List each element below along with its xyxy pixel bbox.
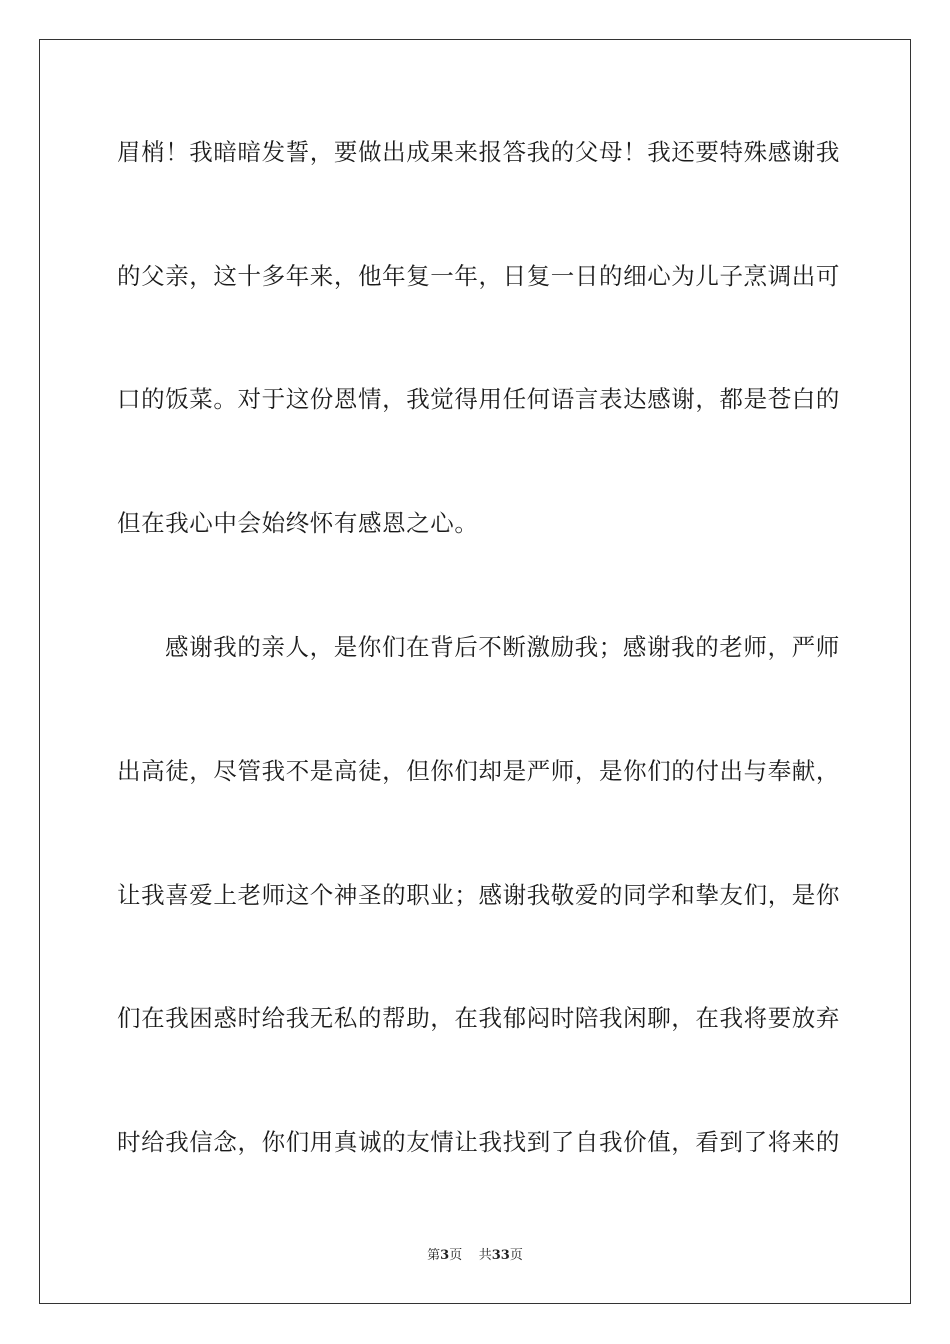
footer-page-prefix: 第: [427, 1248, 441, 1263]
footer-total-pages: 33: [491, 1248, 510, 1263]
footer-page-suffix: 页: [449, 1248, 463, 1263]
body-text-line-5: 感谢我的亲人，是你们在背后不断激励我；感谢我的老师，严师: [165, 633, 840, 661]
body-text-line-2: 的父亲，这十多年来，他年复一年，日复一日的细心为儿子烹调出可: [117, 262, 840, 290]
body-text-line-7: 让我喜爱上老师这个神圣的职业；感谢我敬爱的同学和挚友们，是你: [117, 881, 840, 909]
body-text-line-8: 们在我困惑时给我无私的帮助，在我郁闷时陪我闲聊，在我将要放弃: [117, 1004, 840, 1032]
footer-total-prefix: 共: [478, 1248, 492, 1263]
footer-page-number: 3: [440, 1248, 450, 1263]
page-border: [39, 39, 911, 1304]
footer-total-suffix: 页: [509, 1248, 523, 1263]
body-text-line-9: 时给我信念，你们用真诚的友情让我找到了自我价值，看到了将来的: [117, 1128, 840, 1156]
body-text-line-1: 眉梢！我暗暗发誓，要做出成果来报答我的父母！我还要特殊感谢我: [117, 138, 840, 166]
body-text-line-4: 但在我心中会始终怀有感恩之心。: [117, 509, 479, 537]
body-text-line-6: 出高徒，尽管我不是高徒，但你们却是严师，是你们的付出与奉献，: [117, 757, 840, 785]
body-text-line-3: 口的饭菜。对于这份恩情，我觉得用任何语言表达感谢，都是苍白的: [117, 385, 840, 413]
page-footer: [0, 1247, 950, 1265]
